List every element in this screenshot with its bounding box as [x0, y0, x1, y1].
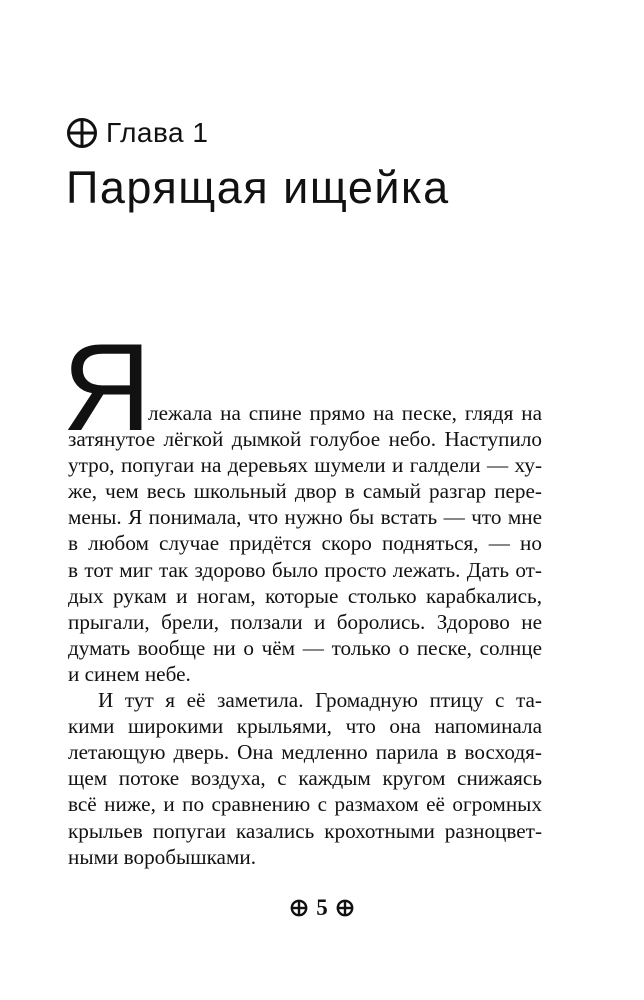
page-footer: [0, 894, 644, 922]
text-line: прыгали, брели, ползали и боролись. Здорово не: [68, 609, 542, 634]
text-line: думать вообще ни о чём — только о песке, солнце: [68, 635, 542, 660]
paragraph: [68, 687, 542, 870]
circled-cross-icon: [290, 899, 308, 917]
chapter-number: Глава 1: [106, 117, 209, 148]
text-line: всё ниже, и по сравнению с размахом её огромных: [68, 792, 542, 817]
text-line: утро, попугаи на деревьях шумели и галдели — ху-: [68, 453, 542, 478]
text-line: же, чем весь школьный двор в самый разгар пере-: [68, 479, 542, 504]
text-line: в тот миг так здорово было просто лежать. Дать от-: [68, 557, 542, 582]
text-line: и синем небе.: [68, 661, 191, 686]
chapter-title: Парящая ищейка: [66, 162, 450, 213]
body-text: [68, 400, 542, 870]
text-line: кими широкими крыльями, что она напоминала: [68, 714, 542, 739]
text-line: лежала на спине прямо на песке, глядя на: [148, 401, 542, 425]
drop-cap: Я: [62, 319, 152, 457]
text-line: щем потоке воздуха, с каждым кругом снижаясь: [68, 766, 542, 791]
text-line: мены. Я понимала, что нужно бы встать — что мне: [68, 505, 542, 530]
text-line: в любом случае придётся скоро подняться, — но: [68, 531, 542, 556]
text-line: ными воробышками.: [68, 844, 257, 869]
text-line: затянутое лёгкой дымкой голубое небо. Наступило: [68, 427, 542, 452]
chapter-label: [66, 116, 208, 150]
text-line: крыльев попугаи казались крохотными разноцвет-: [68, 818, 542, 843]
text-line: дых рукам и ногам, которые столько карабкались,: [68, 583, 542, 608]
page-number: 5: [316, 895, 328, 920]
circled-cross-icon: [66, 117, 98, 149]
paragraph: [68, 400, 542, 687]
circled-cross-icon: [336, 899, 354, 917]
text-line: летающую дверь. Она медленно парила в восходя-: [68, 740, 542, 765]
text-line: И тут я её заметила. Громадную птицу с та-: [98, 688, 542, 713]
